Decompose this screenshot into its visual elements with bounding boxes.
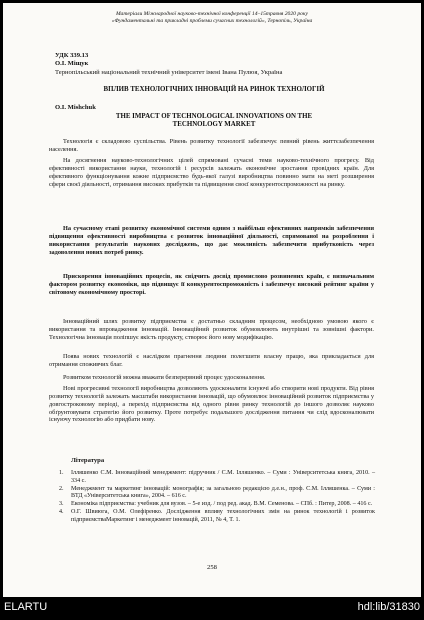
reference-number: 2. <box>59 485 64 492</box>
references-list <box>55 470 375 525</box>
paragraph-7: Розвитком технологій можна вважати безперервний процес удосконалення. <box>63 374 266 381</box>
document-page <box>3 3 421 597</box>
reference-text: Ілляшенко С.М. Інноваційний менеджмент: підручник / С.М. Ілляшенко. – Суми : Університетська книга, 2010. – 334 с. <box>71 470 375 484</box>
reference-item <box>55 470 375 486</box>
reference-text: Економіка підприємства: учебник для вузов. – 5-е изд. / под ред. акад. В.М. Семенова. – СПб. : Питер, 2008. – 416 с. <box>71 501 373 508</box>
title-ua: ВПЛИВ ТЕХНОЛОГІЧНИХ ІННОВАЦІЙ НА РИНОК ТЕХНОЛОГІЙ <box>103 86 325 93</box>
conference-header-line-1: Матеріали Міжнародної науково-технічної конференції 14–15травня 2020 року <box>115 11 309 17</box>
reference-number: 4. <box>59 508 64 515</box>
reference-item <box>55 501 375 509</box>
paragraph-5: Інноваційний шлях розвитку підприємства є достатньо складним процесом, необхідною умовою якого є використання та впровадження інновацій. Інноваційний розвиток обумовлюють внутрішні та зовнішні фактори. Технологічна інновація поліпшує якість продукту, створює його нову модифікацію. <box>49 318 374 341</box>
reference-text: О.Г. Швиюга, О.М. Олефіренко. Дослідження впливу технологічних змін на ринок технологій і розвиток підприємстваМаркетинг і менеджмент інновацій, 2011, № 4, Т. 1. <box>71 508 375 523</box>
paragraph-4: Прискорення інноваційних процесів, як свідчить досвід промислово розвинених країн, є визначальним фактором розвитку економіки, що підвищує її конкурентоспроможність і забезпечує високий рейтинг країни у світовому економічному просторі. <box>49 273 374 296</box>
udc-code: УДК 339.13 <box>55 52 89 59</box>
title-en-line-1: THE IMPACT OF TECHNOLOGICAL INNOVATIONS ON THE <box>115 113 313 120</box>
author-en: O.I. Mishchuk <box>55 104 96 111</box>
affiliation: Тернопільський національний технічний університет імені Івана Пулюя, Україна <box>55 69 283 76</box>
author-ua: О.І. Міщук <box>55 60 89 67</box>
reference-item <box>55 509 375 525</box>
conference-header-line-2: «Фундаментальні та прикладні проблеми сучасних технологій», Тернопіль, Україна <box>111 18 313 24</box>
paragraph-1: Технологія є складовою суспільства. Рівень розвитку технології забезпечує певний рівень життєзабезпечення населення. <box>49 138 374 153</box>
references-heading: Література <box>71 457 105 464</box>
reference-number: 3. <box>59 501 64 508</box>
reference-text: Менеджмент та маркетинг інновацій: монографія; за загальною редакцією д.е.н., проф. С.М. Ілляшенка. – Суми : ВТД «Університетська книга», 2004. – 616 с. <box>71 485 375 500</box>
footer-handle: hdl:lib/31830 <box>357 601 420 613</box>
paragraph-2: На досягнення науково-технологічних цілей спрямовані сучасні теми науково-технічного прогресу. Від ефективності використання науки, технологій і ресурсів залежать економічне зростання провідних країн. Для ефективного функціонування кожне підприємство будь-якої галузі виробництва повинно мати на меті розширення сфери своєї діяльності, отримання високих прибутків та підвищення своєї конкурентоспроможності на ринку. <box>49 157 374 188</box>
reference-number: 1. <box>59 470 64 476</box>
paragraph-3: На сучасному етапі розвитку економічної системи одним з найбільш ефективних напрямків забезпечення підвищення ефективності виробництва є розвиток інноваційної діяльності, спрямованої на розроблення і використання результатів наукових досліджень, що дає можливість забезпечити прибутковість через задоволення нових потреб ринку. <box>49 225 374 256</box>
reference-item <box>55 486 375 502</box>
page-number: 258 <box>207 564 217 571</box>
paragraph-8: Нові прогресивні технології виробництва дозволяють удосконалити існуючі або створити нові продукти. Від рівня розвитку технологій залежать масштаби використання інновацій, що обумовлює інноваційний розвиток підприємства у довгостроковому періоді, а перехід підприємства від одного рівня ринку технологій до іншого дозволяє науково обґрунтовувати стратегію його розвитку. Проте потребує подальшого дослідження питання чи слід вдосконалювати існуючу технологію або придбати нову. <box>49 385 374 424</box>
footer-repository-name: ELARTU <box>4 601 48 613</box>
paragraph-6: Поява нових технологій є наслідком прагнення людини полегшити власну працю, яка прикладається для отримання споживчих благ. <box>49 353 374 368</box>
title-en-line-2: TECHNOLOGY MARKET <box>172 121 256 128</box>
